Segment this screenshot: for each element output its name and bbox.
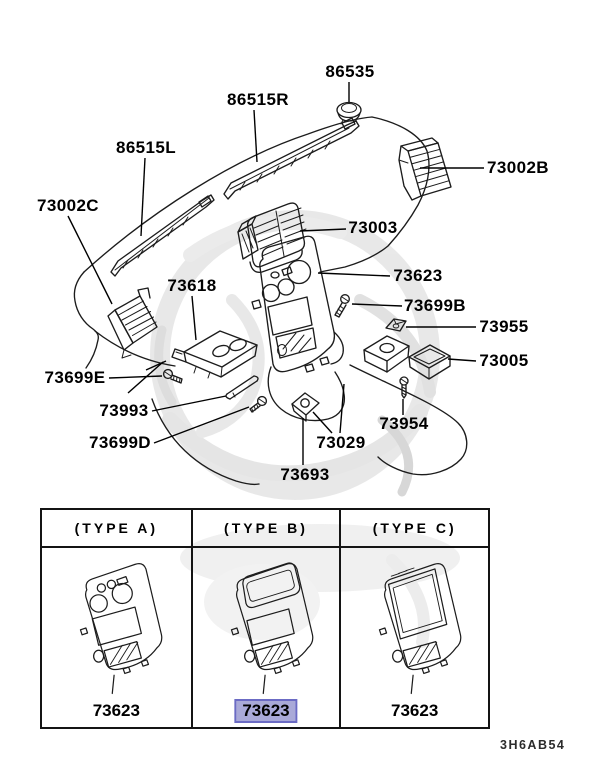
leader-line-86515R	[254, 110, 257, 162]
part-label-73699B: 73699B	[404, 296, 466, 315]
table-part-label-1[interactable]: 73623	[236, 701, 295, 721]
part-label-73693: 73693	[280, 465, 330, 484]
screw-73699B	[335, 295, 349, 317]
sunload-sensor-cap	[337, 103, 361, 125]
part-label-73699D: 73699D	[89, 433, 151, 452]
console-tray	[364, 336, 409, 372]
center-panel-bezel	[252, 236, 343, 372]
console-illustration-type-a	[42, 548, 188, 698]
screw-73954	[400, 377, 408, 398]
table-part-label-2[interactable]: 73623	[391, 701, 439, 720]
part-label-73955: 73955	[479, 317, 529, 336]
part-label-73029: 73029	[316, 433, 366, 452]
console-illustration-type-c	[341, 548, 487, 698]
part-label-73954: 73954	[379, 414, 429, 433]
console-illustration-type-b	[193, 548, 339, 698]
part-label-86515R: 86515R	[227, 90, 289, 109]
type-b-cell	[193, 548, 340, 727]
type-b-column	[191, 510, 340, 727]
console-bracket	[172, 331, 257, 378]
type-comparison-table	[40, 508, 490, 729]
sheet-code: 3H6AB54	[500, 738, 566, 752]
part-label-73002B: 73002B	[487, 158, 549, 177]
part-label-73618: 73618	[167, 276, 217, 295]
leader-line-73623	[318, 273, 390, 276]
type-c-cell	[341, 548, 488, 727]
part-label-73699E: 73699E	[44, 368, 106, 387]
part-label-73002C: 73002C	[37, 196, 99, 215]
side-vent-left	[108, 288, 157, 358]
type-a-header: (TYPE A)	[42, 510, 191, 548]
type-c-header: (TYPE C)	[341, 510, 488, 548]
part-label-73003: 73003	[348, 218, 398, 237]
leader-line-73005	[448, 359, 476, 361]
type-a-column	[42, 510, 191, 727]
leader-line-73618	[192, 296, 196, 340]
leader-line-73029	[340, 384, 344, 433]
type-c-column	[339, 510, 488, 727]
part-label-86535: 86535	[325, 62, 375, 81]
part-label-73993: 73993	[99, 401, 149, 420]
table-part-label-0[interactable]: 73623	[92, 701, 140, 720]
part-label-86515L: 86515L	[115, 138, 177, 157]
aux-line-0	[313, 412, 332, 433]
defroster-grille-right	[224, 118, 359, 199]
part-label-73005: 73005	[479, 351, 529, 370]
type-b-header: (TYPE B)	[193, 510, 340, 548]
type-a-cell	[42, 548, 191, 727]
part-label-73623: 73623	[393, 266, 443, 285]
